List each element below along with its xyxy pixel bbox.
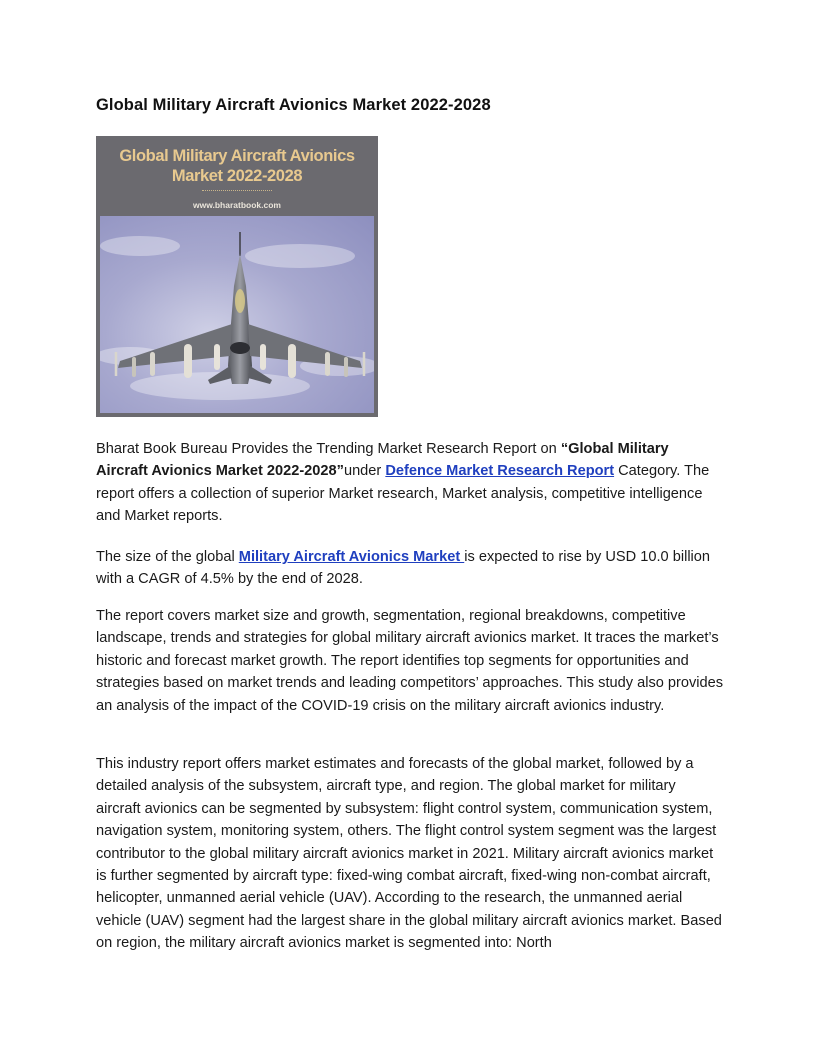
cover-title-line1: Global Military Aircraft Avionics [119, 147, 355, 165]
report-cover-image [96, 136, 378, 417]
intro-text-c: Category. The report offers a collection of superior Market research, Market analysis, competitive intelligence and Market reports. [96, 463, 710, 525]
intro-text-a: Bharat Book Bureau Provides the Trending Market Research Report on [96, 441, 561, 457]
defence-market-report-link[interactable]: Defence Market Research Report [385, 463, 615, 480]
intro-paragraph [96, 438, 724, 528]
report-coverage-paragraph: The report covers market size and growth, segmentation, regional breakdowns, competitive landscape, trends and strategies for global military aircraft avionics market. It traces the market’s historic and forecast market growth. The report identifies top segments for opportunities and strategies based on market trends and leading competitors’ approaches. This study also provides an analysis of the impact of the COVID-19 crisis on the military aircraft avionics industry. [96, 608, 724, 714]
market-size-text-b: is expected to rise by USD 10.0 billion with a CAGR of 4.5% by the end of 2028. [96, 549, 711, 588]
page-title: Global Military Aircraft Avionics Market 2022-2028 [96, 96, 491, 114]
cover-title-line2: Market 2022-2028 [171, 167, 303, 185]
report-title-bold: “Global Military Aircraft Avionics Market 2022-2028” [96, 441, 669, 480]
market-size-text-a: The size of the global [96, 549, 239, 565]
fighter-jet-icon [100, 216, 374, 413]
market-size-paragraph [96, 546, 724, 591]
cover-photo [100, 216, 374, 413]
segmentation-paragraph: This industry report offers market estimates and forecasts of the global market, followed by a detailed analysis of the subsystem, aircraft type, and region. The global market for military aircraft avionics can be segmented by subsystem: flight control system, communication system, navigation system, monitoring system, others. The flight control system segment was the largest contributor to the global military aircraft avionics market in 2021. Military aircraft avionics market is further segmented by aircraft type: fixed-wing combat aircraft, fixed-wing non-combat aircraft, helicopter, unmanned aerial vehicle (UAV). According to the research, the unmanned aerial vehicle (UAV) segment had the largest share in the global military aircraft avionics market. Based on region, the military aircraft avionics market is segmented into: North [96, 756, 722, 952]
military-avionics-market-link[interactable]: Military Aircraft Avionics Market [238, 549, 465, 565]
cover-divider [202, 190, 272, 191]
intro-text-b: under [343, 463, 386, 480]
cover-website: www.bharatbook.com [192, 200, 281, 210]
